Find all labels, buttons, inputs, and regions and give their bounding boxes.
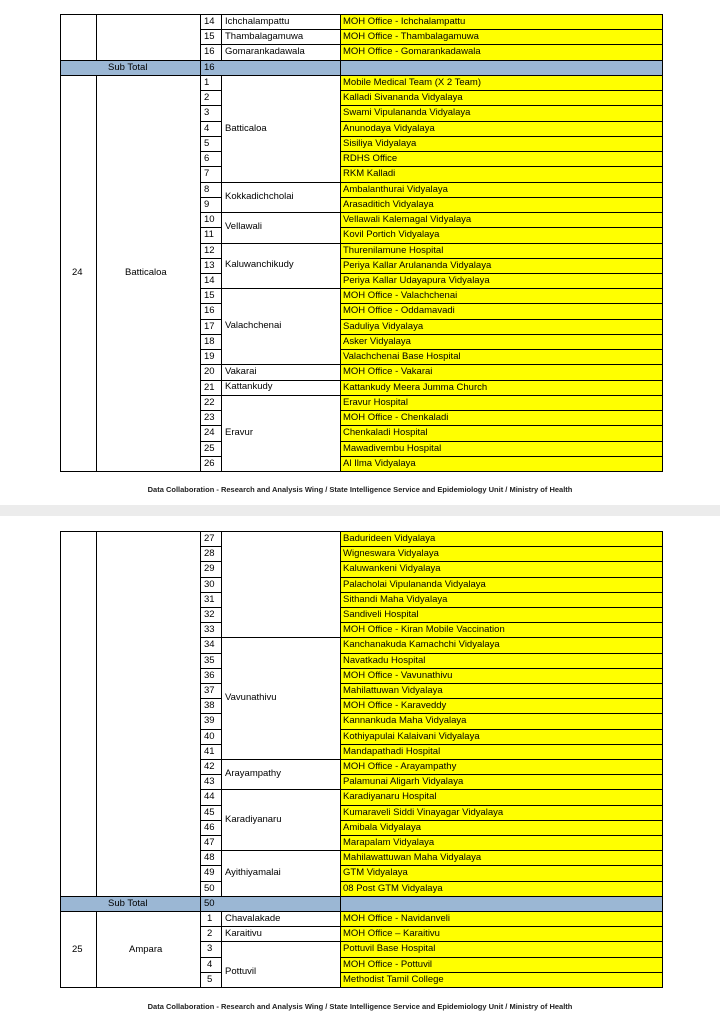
subtotal-value: 16 <box>204 62 215 73</box>
subtotal-value: 50 <box>204 898 215 909</box>
location-name: Saduliya Vidyalaya <box>343 320 424 332</box>
district-name: Batticaloa <box>125 267 167 278</box>
row-number: 28 <box>204 548 215 560</box>
row-number: 36 <box>204 669 215 681</box>
page-footer: Data Collaboration - Research and Analysis Wing / State Intelligence Service and Epidemiology Unit / Ministry of Health <box>147 1002 573 1011</box>
location-name: Anunodaya Vidyalaya <box>343 122 435 134</box>
location-name: Kattankudy Meera Jumma Church <box>343 381 488 393</box>
row-number: 45 <box>204 806 215 818</box>
division-name: Karadiyanaru <box>225 814 282 825</box>
location-name: Marapalam Vidyalaya <box>343 837 435 848</box>
row-number: 26 <box>204 457 215 469</box>
location-name: Navatkadu Hospital <box>343 654 426 666</box>
row-number: 40 <box>204 730 215 742</box>
division-name: Karaitivu <box>225 928 262 939</box>
location-name: Periya Kallar Arulananda Vidyalaya <box>343 259 492 271</box>
location-name: Mobile Medical Team (X 2 Team) <box>343 77 481 88</box>
location-name: 08 Post GTM Vidyalaya <box>343 882 443 894</box>
division-name: Chavalakade <box>225 913 281 924</box>
row-number: 41 <box>204 745 215 757</box>
row-number: 50 <box>204 882 215 894</box>
row-number: 22 <box>204 396 215 408</box>
location-name: Karadiyanaru Hospital <box>343 791 437 803</box>
row-number: 30 <box>204 578 215 590</box>
subtotal-label: Sub Total <box>108 898 148 909</box>
division-name: Kokkadichcholai <box>225 191 294 202</box>
document-page-1 <box>0 0 720 505</box>
location-name: MOH Office - Karaveddy <box>343 700 447 712</box>
location-name: Al Ilma Vidyalaya <box>343 457 416 469</box>
division-name: Arayampathy <box>225 768 281 779</box>
row-number: 43 <box>204 776 215 788</box>
location-name: Methodist Tamil College <box>343 973 444 985</box>
division-name: Thambalagamuwa <box>225 31 304 42</box>
row-number: 33 <box>204 624 215 636</box>
row-number: 3 <box>207 943 213 955</box>
row-number: 18 <box>204 335 215 347</box>
row-number: 49 <box>204 867 215 879</box>
row-number: 1 <box>207 913 213 924</box>
row-number: 15 <box>204 31 215 42</box>
division-name: Valachchenai <box>225 320 282 331</box>
location-name: MOH Office - Gomarankadawala <box>343 46 481 57</box>
district-number: 24 <box>72 267 83 278</box>
row-number: 1 <box>204 77 210 88</box>
location-name: Eravur Hospital <box>343 396 408 408</box>
row-number: 2 <box>204 92 210 104</box>
location-name: RKM Kalladi <box>343 168 396 180</box>
location-name: Valachchenai Base Hospital <box>343 351 461 363</box>
row-number: 12 <box>204 244 215 256</box>
location-name: Kumaraveli Siddi Vinayagar Vidyalaya <box>343 806 504 818</box>
location-name: Kanchanakuda Kamachchi Vidyalaya <box>343 639 500 651</box>
row-number: 31 <box>204 593 215 605</box>
location-name: MOH Office - Ichchalampattu <box>343 16 466 27</box>
division-name: Vellawali <box>225 221 262 232</box>
row-number: 19 <box>204 351 215 363</box>
row-number: 4 <box>207 958 213 970</box>
location-name: Ambalanthurai Vidyalaya <box>343 183 448 195</box>
row-number: 16 <box>204 305 215 317</box>
row-number: 2 <box>207 928 213 940</box>
division-name: Batticaloa <box>225 123 267 134</box>
row-number: 29 <box>204 563 215 575</box>
row-number: 21 <box>204 381 215 393</box>
row-number: 14 <box>204 274 215 286</box>
row-number: 7 <box>204 168 210 180</box>
location-name: MOH Office - Arayampathy <box>343 761 457 772</box>
row-number: 39 <box>204 715 215 727</box>
location-name: MOH Office - Thambalagamuwa <box>343 31 479 42</box>
row-number: 27 <box>204 533 215 544</box>
division-name: Ichchalampattu <box>225 16 290 27</box>
location-name: MOH Office - Vavunathivu <box>343 669 453 681</box>
location-name: MOH Office - Oddamavadi <box>343 305 455 317</box>
row-number: 14 <box>204 16 215 27</box>
location-name: Mahilawattuwan Maha Vidyalaya <box>343 852 482 864</box>
row-number: 5 <box>207 973 213 985</box>
location-name: Chenkaladi Hospital <box>343 427 428 439</box>
location-name: MOH Office - Valachchenai <box>343 290 458 302</box>
page-separator <box>0 505 720 516</box>
district-number: 25 <box>72 944 83 955</box>
division-name: Kattankudy <box>225 381 273 392</box>
location-name: Swami Vipulananda Vidyalaya <box>343 107 471 119</box>
location-name: MOH Office - Pottuvil <box>343 958 433 970</box>
district-name: Ampara <box>129 944 163 955</box>
location-name: Vellawali Kalemagal Vidyalaya <box>343 214 472 226</box>
row-number: 24 <box>204 427 215 439</box>
subtotal-label: Sub Total <box>108 62 148 73</box>
row-number: 38 <box>204 700 215 712</box>
row-number: 35 <box>204 654 215 666</box>
location-name: Kothiyapulai Kalaivani Vidyalaya <box>343 730 480 742</box>
row-number: 47 <box>204 837 215 848</box>
location-name: MOH Office - Chenkaladi <box>343 412 449 424</box>
division-name: Vavunathivu <box>225 692 277 703</box>
location-name: Arasaditich Vidyalaya <box>343 198 434 210</box>
location-name: RDHS Office <box>343 153 398 165</box>
location-name: Amibala Vidyalaya <box>343 821 421 833</box>
location-name: Palacholai Vipulananda Vidyalaya <box>343 578 486 590</box>
row-number: 16 <box>204 46 215 57</box>
location-name: Badurideen Vidyalaya <box>343 533 436 544</box>
location-name: Sisiliya Vidyalaya <box>343 137 417 149</box>
row-number: 15 <box>204 290 215 302</box>
location-name: GTM Vidyalaya <box>343 867 408 879</box>
row-number: 13 <box>204 259 215 271</box>
page-footer: Data Collaboration - Research and Analysis Wing / State Intelligence Service and Epidemiology Unit / Ministry of Health <box>147 485 573 494</box>
division-name: Ayithiyamalai <box>225 867 281 878</box>
division-name: Gomarankadawala <box>225 46 305 57</box>
location-name: Kovil Portich Vidyalaya <box>343 229 440 241</box>
row-number: 8 <box>204 183 210 195</box>
row-number: 34 <box>204 639 215 651</box>
subtotal-row <box>60 896 662 911</box>
row-number: 10 <box>204 214 215 226</box>
row-number: 32 <box>204 609 215 620</box>
row-number: 44 <box>204 791 215 803</box>
location-name: Kaluwankeni Vidyalaya <box>343 563 441 575</box>
row-number: 48 <box>204 852 215 864</box>
location-name: Wigneswara Vidyalaya <box>343 548 439 560</box>
division-name: Eravur <box>225 427 253 438</box>
row-number: 17 <box>204 320 215 332</box>
location-name: Palamunai Aligarh Vidyalaya <box>343 776 464 788</box>
location-name: Thurenilamune Hospital <box>343 244 444 256</box>
subtotal-row <box>60 60 662 75</box>
division-name: Vakarai <box>225 366 257 377</box>
row-number: 46 <box>204 821 215 833</box>
location-name: MOH Office - Kiran Mobile Vaccination <box>343 624 505 636</box>
row-number: 4 <box>204 122 210 134</box>
location-name: Sithandi Maha Vidyalaya <box>343 593 448 605</box>
division-name: Kaluwanchikudy <box>225 259 294 270</box>
location-name: Kannankuda Maha Vidyalaya <box>343 715 467 727</box>
row-number: 42 <box>204 761 215 772</box>
row-number: 5 <box>204 137 210 149</box>
document-page-2 <box>0 516 720 1011</box>
location-name: MOH Office – Karaitivu <box>343 928 440 940</box>
location-name: Mahilattuwan Vidyalaya <box>343 685 443 696</box>
row-number: 23 <box>204 412 215 424</box>
location-name: MOH Office - Navidanveli <box>343 913 450 924</box>
division-name: Pottuvil <box>225 966 257 977</box>
row-number: 37 <box>204 685 215 696</box>
location-name: Kalladi Sivananda Vidyalaya <box>343 92 463 104</box>
row-number: 11 <box>204 229 214 241</box>
location-name: Mawadivembu Hospital <box>343 442 442 454</box>
row-number: 6 <box>204 153 210 165</box>
location-name: MOH Office - Vakarai <box>343 366 433 378</box>
location-name: Sandiveli Hospital <box>343 609 419 620</box>
location-name: Mandapathadi Hospital <box>343 745 441 757</box>
row-number: 3 <box>204 107 210 119</box>
location-name: Periya Kallar Udayapura Vidyalaya <box>343 274 490 286</box>
row-number: 20 <box>204 366 215 378</box>
location-name: Pottuvil Base Hospital <box>343 943 436 955</box>
row-number: 9 <box>204 198 210 210</box>
row-number: 25 <box>204 442 215 454</box>
location-name: Asker Vidyalaya <box>343 335 411 347</box>
